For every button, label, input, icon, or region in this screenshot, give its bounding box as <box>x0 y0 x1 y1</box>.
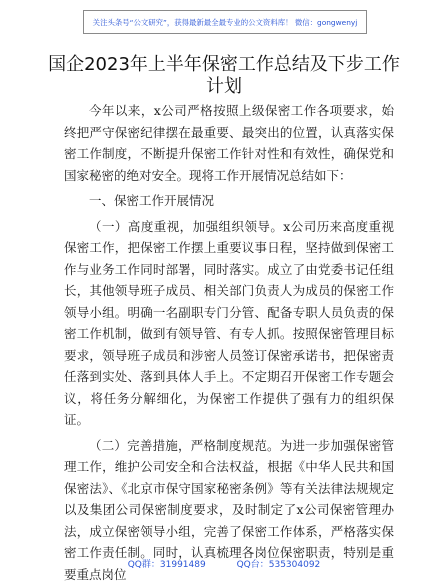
document-title: 国企2023年上半年保密工作总结及下步工作计划 <box>40 54 408 98</box>
body-paragraph: （一）高度重视，加强组织领导。x公司历来高度重视保密工作，把保密工作摆上重要议事日程，坚持做到保密工作与业务工作同时部署，同时落实。成立了由党委书记任组长，其他领导班子成员、相关部门负责人为成员的保密工作领导小组。明确一名副职专门分管、配备专职人员负责的保密工作机制，做到有领导管、有专人抓。按照保密管理目标要求，领导班子成员和涉密人员签订保密承诺书，把保密责任落到实处、落到具体人手上。不定期召开保密工作专题会议，将任务分解细化，为保密工作提供了强有力的组织保证。 <box>64 216 394 431</box>
document-body <box>64 100 394 585</box>
body-paragraph: （二）完善措施，严格制度规范。为进一步加强保密管理工作，维护公司安全和合法权益，根据《中华人民共和国保密法》、《北京市保守国家秘密条例》等有关法律法规规定以及集团公司保密制度要求，及时制定了x公司保密管理办法，成立保密领导小组，完善了保密工作体系，严格落实保密工作责任制。同时，认真梳理各岗位保密职责，特别是重要重点岗位 <box>64 435 394 585</box>
section-heading: 一、保密工作开展情况 <box>64 190 394 212</box>
promo-banner: 关注头条号“公文研究”，获得最新最全最专业的公文资料库！ 微信：gongwenyj <box>83 10 367 34</box>
intro-paragraph: 今年以来，x公司严格按照上级保密工作各项要求，始终把严守保密纪律摆在最重要、最突出的位置，认真落实保密工作制度，不断提升保密工作针对性和有效性，确保党和国家秘密的绝对安全。现将工作开展情况总结如下： <box>64 100 394 186</box>
qq-group: QQ群：31991489 <box>128 560 206 570</box>
qq-number: QQ台：535304092 <box>237 560 321 570</box>
contact-footer <box>0 557 448 570</box>
